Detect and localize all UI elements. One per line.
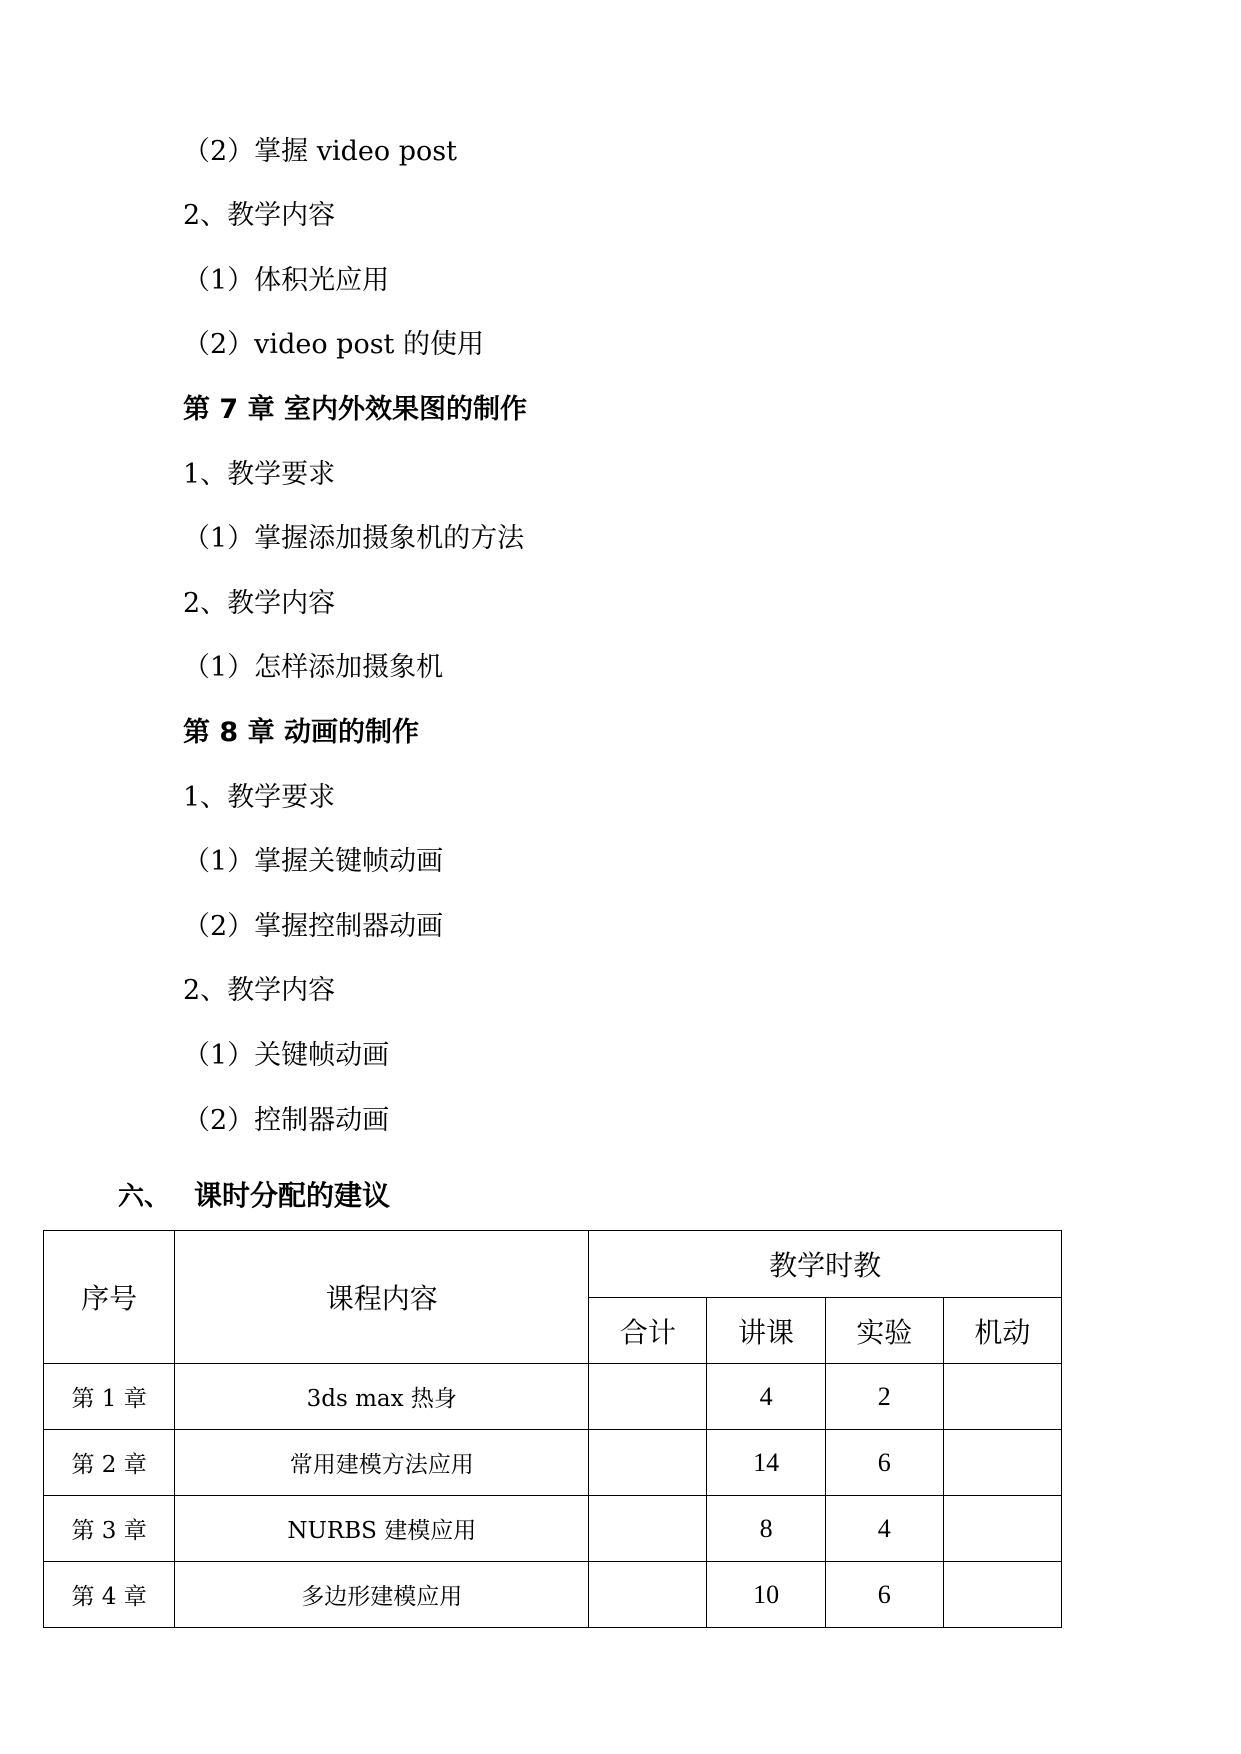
header-lab: 实验 <box>825 1298 943 1364</box>
header-hours-group: 教学时教 <box>589 1231 1062 1298</box>
cell-lecture: 8 <box>707 1496 825 1562</box>
cell-content: 多边形建模应用 <box>175 1562 589 1628</box>
text-line: 2、教学内容 <box>183 975 336 1006</box>
text-line: （1）怎样添加摄象机 <box>183 652 444 683</box>
text-line: （1）掌握添加摄象机的方法 <box>183 523 525 554</box>
chapter-heading: 第 7 章 室内外效果图的制作 <box>183 394 527 425</box>
cell-total <box>589 1496 707 1562</box>
cell-total <box>589 1364 707 1430</box>
hours-table <box>43 1230 1062 1628</box>
cell-seq: 第 2 章 <box>44 1430 175 1496</box>
text-line: 1、教学要求 <box>183 782 336 813</box>
cell-lab: 6 <box>825 1430 943 1496</box>
table-row <box>44 1430 1062 1496</box>
cell-total <box>589 1562 707 1628</box>
cell-flex <box>943 1430 1061 1496</box>
text-line: 1、教学要求 <box>183 459 336 490</box>
cell-total <box>589 1430 707 1496</box>
text-line: （1）掌握关键帧动画 <box>183 846 444 877</box>
section-number: 六、 <box>118 1182 171 1211</box>
cell-lecture: 10 <box>707 1562 825 1628</box>
text-line: （2）掌握控制器动画 <box>183 911 444 942</box>
cell-content: 常用建模方法应用 <box>175 1430 589 1496</box>
cell-lecture: 4 <box>707 1364 825 1430</box>
table-row <box>44 1562 1062 1628</box>
header-total: 合计 <box>589 1298 707 1364</box>
text-line: 2、教学内容 <box>183 588 336 619</box>
text-line: 2、教学内容 <box>183 200 336 231</box>
table-row <box>44 1364 1062 1430</box>
section-heading <box>118 1180 390 1213</box>
cell-lab: 6 <box>825 1562 943 1628</box>
cell-lecture: 14 <box>707 1430 825 1496</box>
chapter-heading: 第 8 章 动画的制作 <box>183 717 419 748</box>
cell-flex <box>943 1562 1061 1628</box>
header-content: 课程内容 <box>175 1231 589 1364</box>
header-seq: 序号 <box>44 1231 175 1364</box>
text-line: （1）关键帧动画 <box>183 1040 390 1071</box>
cell-seq: 第 3 章 <box>44 1496 175 1562</box>
header-lecture: 讲课 <box>707 1298 825 1364</box>
cell-seq: 第 4 章 <box>44 1562 175 1628</box>
section-title: 课时分配的建议 <box>194 1179 391 1212</box>
text-line: （2）控制器动画 <box>183 1105 390 1136</box>
cell-seq: 第 1 章 <box>44 1364 175 1430</box>
text-line: （2）video post 的使用 <box>183 329 484 360</box>
text-line: （2）掌握 video post <box>183 136 457 167</box>
cell-flex <box>943 1364 1061 1430</box>
cell-lab: 2 <box>825 1364 943 1430</box>
table-row <box>44 1496 1062 1562</box>
cell-lab: 4 <box>825 1496 943 1562</box>
cell-content: 3ds max 热身 <box>175 1364 589 1430</box>
text-line: （1）体积光应用 <box>183 265 390 296</box>
table-header-row <box>44 1231 1062 1298</box>
cell-flex <box>943 1496 1061 1562</box>
cell-content: NURBS 建模应用 <box>175 1496 589 1562</box>
header-flex: 机动 <box>943 1298 1061 1364</box>
